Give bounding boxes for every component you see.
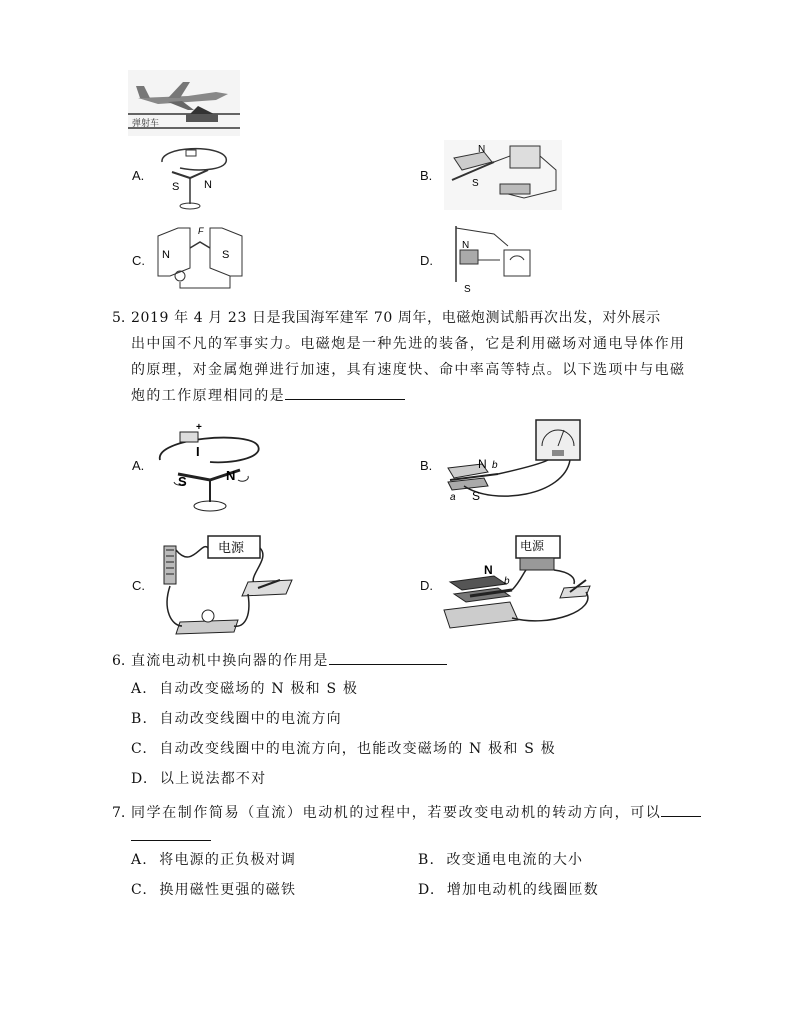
q6-option-c-text: 自动改变线圈中的电流方向，也能改变磁场的 N 极和 S 极: [159, 741, 556, 757]
q4-b-fig-n: N: [478, 144, 486, 155]
q6-answer-blank[interactable]: [329, 648, 447, 665]
q6-option-a: [131, 676, 358, 702]
q6-option-b: [131, 706, 342, 732]
q4-option-b-label: B.: [420, 168, 433, 183]
q7-option-a-text: 将电源的正负极对调: [159, 852, 297, 868]
q7-stem: [131, 800, 701, 826]
q7-option-a-label: A.: [131, 852, 148, 868]
q7-option-b: [418, 847, 583, 873]
q7-option-d-text: 增加电动机的线圈匝数: [446, 882, 599, 898]
q5-line-4-text: 炮的工作原理相同的是: [131, 388, 285, 404]
q6-option-d-text: 以上说法都不对: [159, 771, 267, 787]
q6-option-d-label: D.: [131, 771, 149, 787]
q4-d-fig-n: N: [462, 240, 470, 251]
q4-option-b-figure: [444, 140, 562, 210]
q5-option-b-figure: [444, 416, 584, 516]
q4-option-c-figure: [150, 222, 250, 292]
q4-c-fig-n: N: [162, 249, 170, 261]
q7-option-d: [418, 877, 599, 903]
q7-number: 7.: [112, 805, 126, 821]
q4-option-c-label: C.: [132, 253, 145, 268]
svg-text:+: +: [196, 422, 202, 433]
q5-line-1: 2019 年 4 月 23 日是我国海军建军 70 周年，电磁炮测试船再次出发，对外展示: [131, 310, 661, 326]
catapult-caption: 弹射车: [132, 118, 160, 128]
q7-option-d-label: D.: [418, 882, 436, 898]
q5-b-fig-n: N: [478, 457, 487, 471]
q5-c-fig-power: 电源: [218, 540, 245, 555]
q5-b-fig-b: b: [492, 460, 498, 471]
q7-option-c: [131, 877, 296, 903]
q5-option-b-label: B.: [420, 458, 433, 473]
q5-b-fig-s: S: [472, 489, 481, 503]
q7-option-b-label: B.: [418, 852, 436, 868]
q4-c-fig-f: F: [198, 226, 204, 236]
q4-option-a-label: A.: [132, 168, 145, 183]
q6-option-c: [131, 736, 556, 762]
q5-line-3: 的原理，对金属炮弹进行加速，具有速度快、命中率高等特点。以下选项中与电磁: [131, 362, 686, 378]
q5-a-fig-s: S: [178, 474, 187, 489]
q4-option-d-label: D.: [420, 253, 433, 268]
q5-d-fig-power: 电源: [520, 539, 545, 553]
q7-answer-blank-1[interactable]: [661, 800, 701, 817]
q7-option-c-text: 换用磁性更强的磁铁: [159, 882, 297, 898]
q4-b-fig-s: S: [472, 178, 479, 189]
q5-b-fig-a: a: [450, 492, 456, 503]
q7-option-b-text: 改变通电电流的大小: [446, 852, 584, 868]
q5-a-fig-n: N: [226, 468, 236, 483]
q6-number: 6.: [112, 653, 126, 669]
q5-option-d-figure: [440, 532, 600, 632]
q5-option-d-label: D.: [420, 578, 433, 593]
q6-option-c-label: C.: [131, 741, 149, 757]
q5-d-fig-b: b: [504, 576, 510, 587]
q4-a-fig-n: N: [204, 179, 212, 191]
q6-option-b-label: B.: [131, 711, 149, 727]
q5-option-a-figure: [150, 418, 270, 514]
q4-d-fig-s: S: [464, 284, 471, 295]
q6-option-a-label: A.: [131, 681, 148, 697]
q4-option-a-figure: [150, 142, 240, 210]
q7-stem-text: 同学在制作简易（直流）电动机的过程中，若要改变电动机的转动方向，可以: [131, 805, 662, 821]
catapult-jet-figure: [128, 70, 240, 136]
q4-a-fig-s: S: [172, 181, 180, 193]
q5-line-4: [131, 383, 405, 409]
q5-number: 5.: [112, 310, 126, 326]
q6-option-b-text: 自动改变线圈中的电流方向: [159, 711, 342, 727]
q6-option-a-text: 自动改变磁场的 N 极和 S 极: [159, 681, 359, 697]
q5-line-2: 出中国不凡的军事实力。电磁炮是一种先进的装备，它是利用磁场对通电导体作用: [131, 336, 686, 352]
q7-option-a: [131, 847, 296, 873]
q5-option-c-label: C.: [132, 578, 145, 593]
q4-option-d-figure: [444, 220, 544, 296]
q6-stem-text: 直流电动机中换向器的作用是: [131, 653, 329, 669]
q5-answer-blank[interactable]: [285, 383, 405, 400]
q5-a-fig-i: I: [196, 444, 200, 459]
q4-c-fig-s: S: [222, 249, 230, 261]
q6-option-d: [131, 766, 266, 792]
q5-option-c-figure: [152, 530, 297, 640]
q7-option-c-label: C.: [131, 882, 149, 898]
q5-option-a-label: A.: [132, 458, 145, 473]
q5-d-fig-n: N: [484, 563, 493, 577]
q6-stem: [131, 648, 447, 674]
q7-answer-blank-2[interactable]: [131, 826, 211, 841]
